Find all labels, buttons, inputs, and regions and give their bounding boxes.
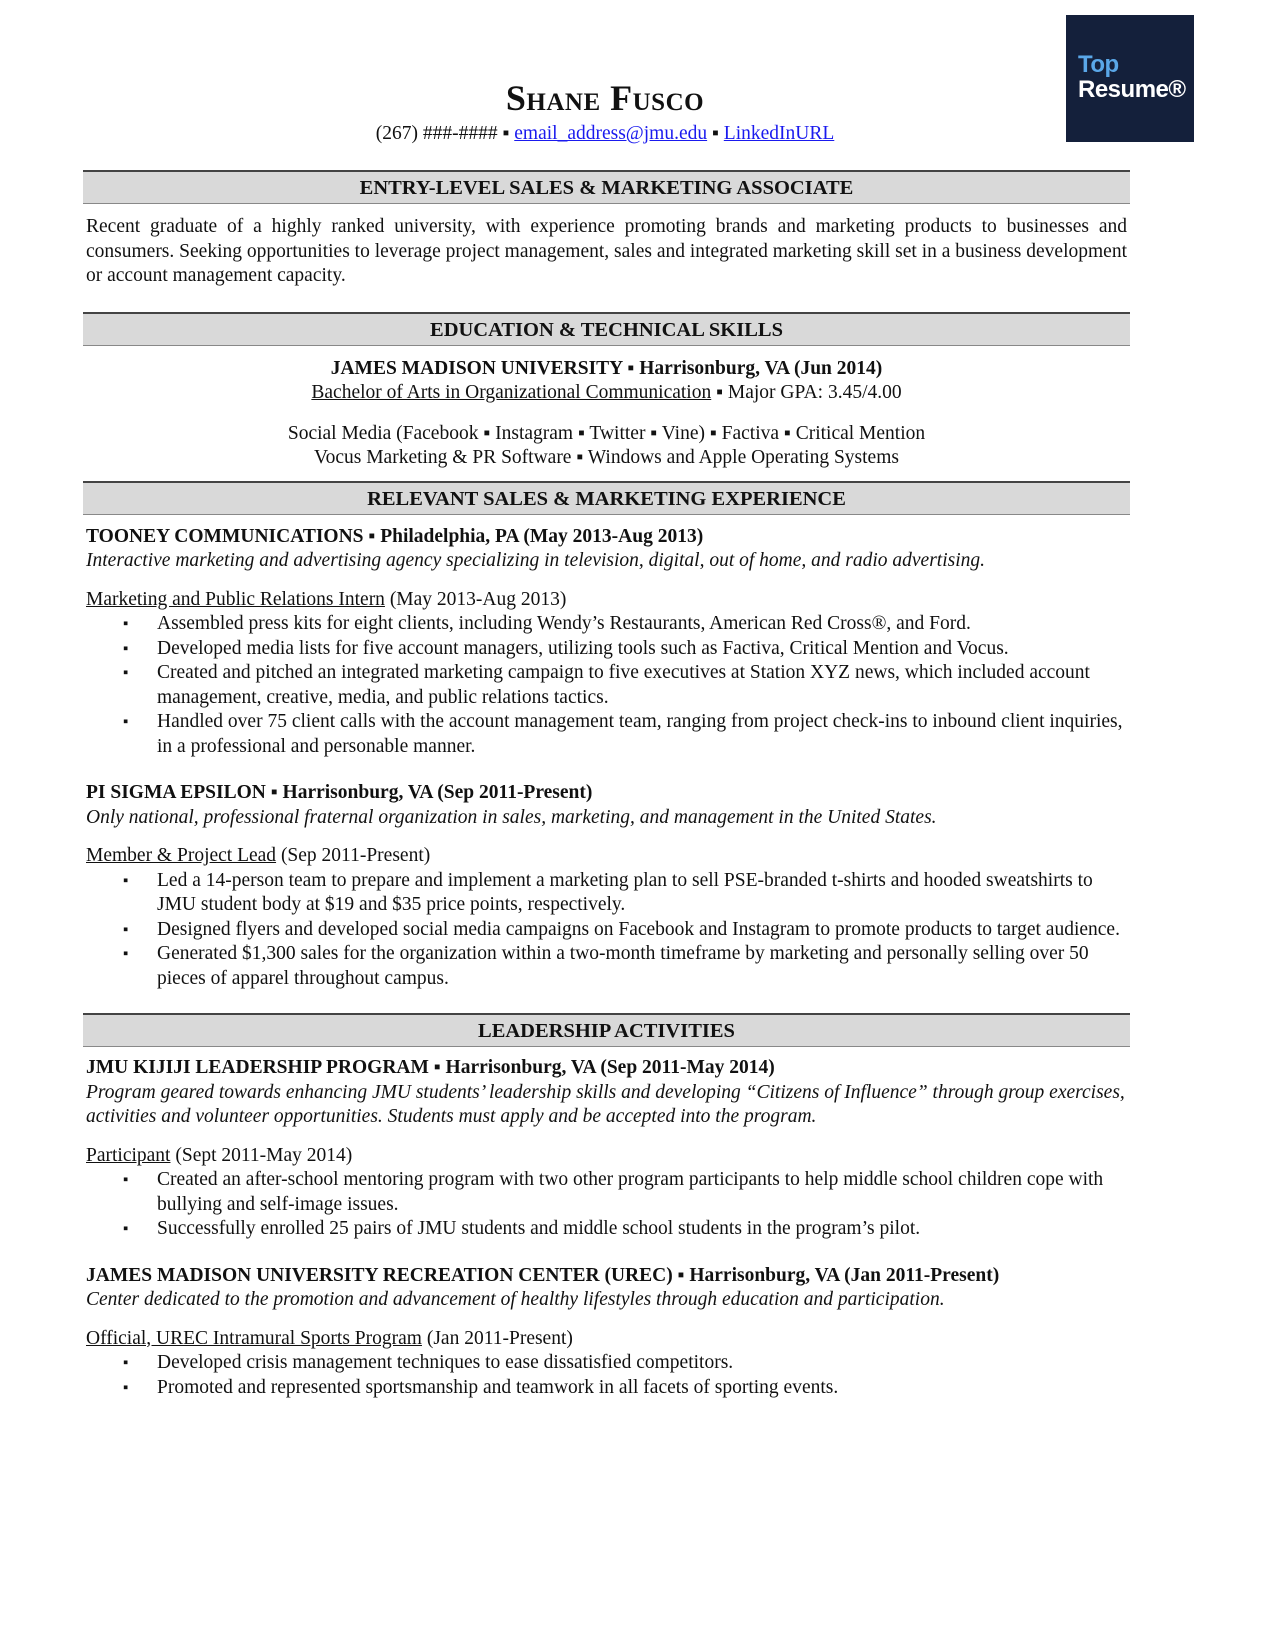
linkedin-link[interactable]: LinkedInURL [723,123,835,144]
org-heading: JMU KIJIJI LEADERSHIP PROGRAM ▪ Harrisonburg, VA (Sep 2011-May 2014) [86,1057,775,1078]
bullet-item: ▪ Generated $1,300 sales for the organization within a two-month timeframe by marketing and personally selling over 50 pieces of apparel throughout campus. [86,942,1127,991]
bullet-list [86,1168,1127,1242]
org-description: Program geared towards enhancing JMU students’ leadership skills and developing “Citizens of Influence” through group exercises, activities and volunteer opportunities. Students must apply and be accepted into the program. [86,1081,1125,1127]
gpa: ▪ Major GPA: 3.45/4.00 [711,382,902,403]
leadership-entry [83,1056,1130,1242]
role-title: Official, UREC Intramural Sports Program [86,1327,422,1349]
bullet-item: ▪ Created and pitched an integrated marketing campaign to five executives at Station XYZ news, which included account management, creative, media, and public relations tactics. [86,661,1127,710]
logo-line2: Resume® [1078,76,1186,103]
email-link[interactable]: email_address@jmu.edu [514,123,708,144]
experience-entry [83,525,1130,760]
logo-line1: Top [1078,51,1119,78]
section-header-education: EDUCATION & TECHNICAL SKILLS [83,312,1130,346]
separator: ▪ [712,123,719,144]
org-heading: PI SIGMA EPSILON ▪ Harrisonburg, VA (Sep 2011-Present) [86,782,593,803]
bullet-item: ▪ Assembled press kits for eight clients, including Wendy’s Restaurants, American Red Cross®, and Ford. [86,612,1127,637]
org-description: Interactive marketing and advertising agency specializing in television, digital, out of home, and radio advertising. [86,550,986,571]
bullet-item: ▪ Developed crisis management techniques to ease dissatisfied competitors. [86,1351,1127,1376]
bullet-item: ▪ Led a 14-person team to prepare and implement a marketing plan to sell PSE-branded t-shirts and hooded sweatshirts to JMU student body at $19 and $35 price points, respectively. [86,869,1127,918]
bullet-list [86,869,1127,992]
resume-body [83,170,1130,1400]
bullet-list [86,612,1127,759]
experience-entry [83,781,1130,991]
role-title: Marketing and Public Relations Intern [86,588,385,610]
org-heading: JAMES MADISON UNIVERSITY RECREATION CENTER (UREC) ▪ Harrisonburg, VA (Jan 2011-Present) [86,1264,1000,1286]
bullet-item: ▪ Successfully enrolled 25 pairs of JMU students and middle school students in the program’s pilot. [86,1217,1127,1242]
org-description: Only national, professional fraternal organization in sales, marketing, and management in the United States. [86,806,937,828]
leadership-entry [83,1264,1130,1401]
role-title: Participant [86,1144,171,1166]
role-line [86,844,1127,869]
bullet-item: ▪ Promoted and represented sportsmanship and teamwork in all facets of sporting events. [86,1376,1127,1401]
school: JAMES MADISON UNIVERSITY ▪ Harrisonburg, VA (Jun 2014) [330,357,883,379]
bullet-item: ▪ Developed media lists for five account managers, utilizing tools such as Factiva, Critical Mention and Vocus. [86,637,1127,662]
role-dates: (Sept 2011-May 2014) [170,1144,353,1166]
skills-line-1: Social Media (Facebook ▪ Instagram ▪ Twitter ▪ Vine) ▪ Factiva ▪ Critical Mention [287,422,926,444]
summary-text: Recent graduate of a highly ranked university, with experience promoting brands and marketing products to businesses and consumers. Seeking opportunities to leverage project management, sales and integrated marketing skill set in a business development or account management capacity. [86,216,1127,286]
bullet-item: ▪ Handled over 75 client calls with the account management team, ranging from project check-ins to inbound client inquiries, in a professional and personable manner. [86,710,1127,759]
role-line [86,1144,1127,1169]
contact-line [0,122,1210,147]
role-dates: (May 2013-Aug 2013) [384,588,567,610]
section-header-experience: RELEVANT SALES & MARKETING EXPERIENCE [83,481,1130,515]
bullet-item: ▪ Created an after-school mentoring program with two other program participants to help middle school children cope with bullying and self-image issues. [86,1168,1127,1217]
bullet-item: ▪ Designed flyers and developed social media campaigns on Facebook and Instagram to promote products to target audience. [86,918,1127,943]
section-header-leadership: LEADERSHIP ACTIVITIES [83,1013,1130,1047]
degree: Bachelor of Arts in Organizational Communication [311,382,712,403]
degree-line [83,381,1130,406]
bullet-list [86,1351,1127,1400]
org-description: Center dedicated to the promotion and advancement of healthy lifestyles through education and participation. [86,1289,945,1310]
section-header-summary: ENTRY-LEVEL SALES & MARKETING ASSOCIATE [83,170,1130,204]
role-dates: (Sep 2011-Present) [276,845,431,866]
role-line [86,588,1127,613]
org-heading: TOONEY COMMUNICATIONS ▪ Philadelphia, PA (May 2013-Aug 2013) [86,525,704,547]
skills-line-2: Vocus Marketing & PR Software ▪ Windows and Apple Operating Systems [314,447,899,468]
role-title: Member & Project Lead [86,845,277,866]
role-line [86,1327,1127,1352]
candidate-name: Shane Fusco [505,78,705,118]
role-dates: (Jan 2011-Present) [421,1327,573,1349]
separator: ▪ [502,123,510,144]
phone: (267) ###-#### [375,123,498,144]
